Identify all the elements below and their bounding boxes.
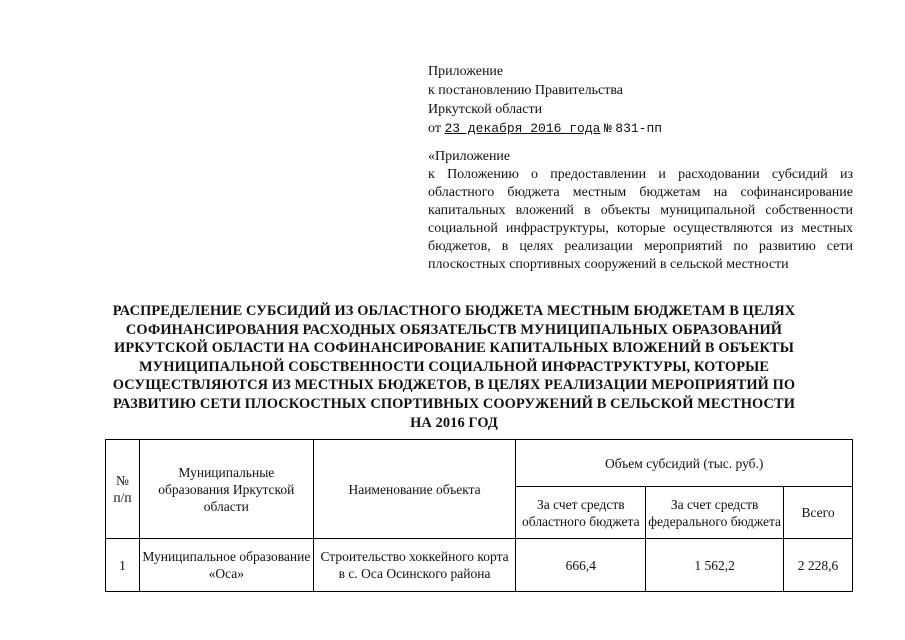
cell-total: 2 228,6: [784, 539, 853, 592]
number-label: №: [603, 121, 612, 136]
cell-number: 1: [106, 539, 140, 592]
header-number: [106, 440, 140, 539]
regulation-body: к Положению о предоставлении и расходовании субсидий из областного бюджета местным бюджетам на софинансирование капитальных вложений в объекты муниципальной собственности социальной инфраструктуры, которые осуществляются из местных бюджетов, в целях реализации мероприятий по развитию сети плоскостных спортивных сооружений в сельской местности: [428, 167, 853, 272]
cell-regional: 666,4: [516, 539, 646, 592]
appendix-line-2: к постановлению Правительства: [428, 83, 624, 98]
header-municipality: Муниципальные образования Иркутской области: [139, 440, 313, 539]
appendix-block: [428, 62, 853, 138]
header-regional: За счет средств областного бюджета: [516, 487, 646, 539]
regulation-heading: «Приложение: [428, 149, 511, 164]
document-title: РАСПРЕДЕЛЕНИЕ СУБСИДИЙ ИЗ ОБЛАСТНОГО БЮДЖЕТА МЕСТНЫМ БЮДЖЕТАМ В ЦЕЛЯХ СОФИНАНСИРОВАНИЯ РАСХОДНЫХ ОБЯЗАТЕЛЬСТВ МУНИЦИПАЛЬНЫХ ОБРАЗОВАНИЙ ИРКУТСКОЙ ОБЛАСТИ НА СОФИНАНСИРОВАНИЕ КАПИТАЛЬНЫХ ВЛОЖЕНИЙ В ОБЪЕКТЫ МУНИЦИПАЛЬНОЙ СОБСТВЕННОСТИ СОЦИАЛЬНОЙ ИНФРАСТРУКТУРЫ, КОТОРЫЕ ОСУЩЕСТВЛЯЮТСЯ ИЗ МЕСТНЫХ БЮДЖЕТОВ, В ЦЕЛЯХ РЕАЛИЗАЦИИ МЕРОПРИЯТИЙ ПО РАЗВИТИЮ СЕТИ ПЛОСКОСТНЫХ СПОРТИВНЫХ СООРУЖЕНИЙ В СЕЛЬСКОЙ МЕСТНОСТИ НА 2016 ГОД: [112, 303, 796, 431]
appendix-line-1: Приложение: [428, 64, 504, 79]
cell-federal: 1 562,2: [646, 539, 784, 592]
cell-object: Строительство хоккейного корта в с. Оса Осинского района: [313, 539, 516, 592]
appendix-date-line: [428, 119, 853, 138]
header-number-sign: №: [116, 473, 129, 488]
header-volume: Объем субсидий (тыс. руб.): [516, 440, 853, 487]
table-row: [106, 539, 853, 592]
table-header-row: [106, 440, 853, 487]
date-value: 23 декабря 2016 года: [444, 121, 601, 136]
header-object: Наименование объекта: [313, 440, 516, 539]
header-number-abbr: п/п: [113, 490, 132, 505]
number-value: 831-пп: [615, 121, 663, 136]
appendix-line-3: Иркутской области: [428, 102, 543, 117]
header-federal: За счет средств федерального бюджета: [646, 487, 784, 539]
regulation-reference: [428, 148, 853, 274]
header-total: Всего: [784, 487, 853, 539]
subsidy-table: [105, 439, 853, 592]
cell-municipality: Муниципальное образование «Оса»: [139, 539, 313, 592]
date-prefix: от: [428, 121, 441, 136]
